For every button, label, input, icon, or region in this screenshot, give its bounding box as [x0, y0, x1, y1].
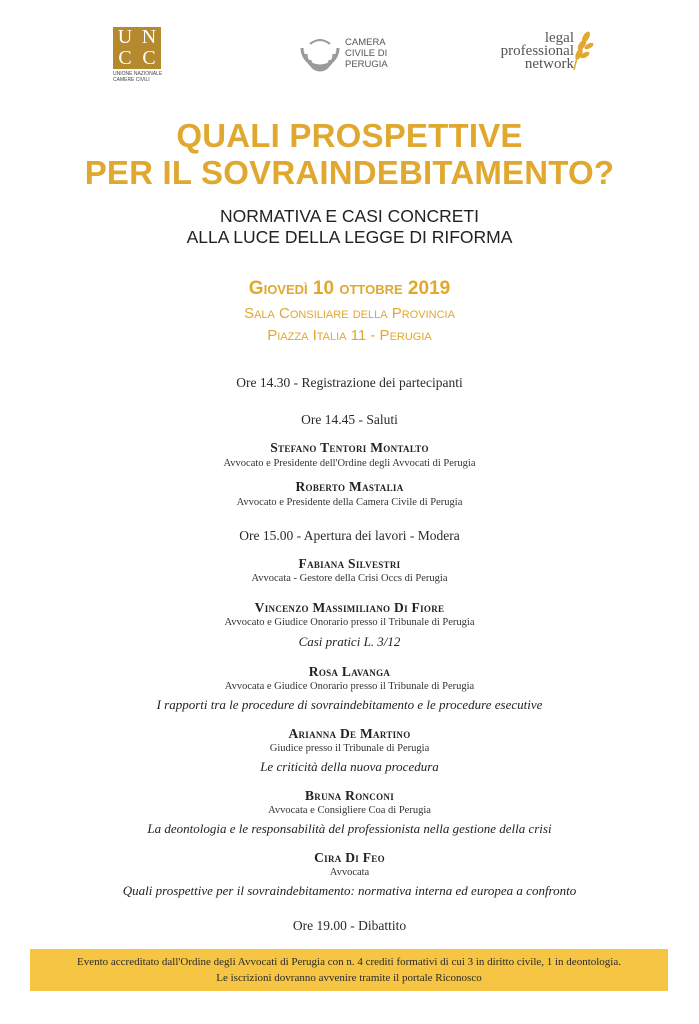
laurel-leaf-icon: [568, 28, 594, 72]
speaker-topic: Quali prospettive per il sovraindebitamento: normativa interna ed europea a confronto: [122, 883, 577, 898]
uncc-letter: C: [142, 47, 156, 69]
lpn-line3: network: [524, 56, 574, 72]
speaker-topic: Casi pratici L. 3/12: [298, 634, 401, 649]
speaker-name: Vincenzo Massimiliano Di Fiore: [254, 600, 445, 615]
speaker-role: Avvocata e Consigliere Coa di Perugia: [268, 805, 431, 816]
uncc-monogram: [113, 27, 161, 69]
registration-text: Le iscrizioni dovranno avvenire tramite il portale Riconosco: [216, 972, 482, 984]
accreditation-banner: [30, 949, 668, 991]
speaker-name: Roberto Mastalia: [295, 479, 404, 494]
ccp-line3: PERUGIA: [345, 59, 388, 70]
logo-bar: [0, 24, 699, 86]
uncc-letter: N: [141, 26, 157, 48]
uncc-letter: U: [117, 26, 133, 48]
event-title-line1: QUALI PROSPETTIVE: [176, 117, 523, 154]
speaker-name: Cira Di Feo: [314, 850, 385, 865]
event-subtitle-line2: ALLA LUCE DELLA LEGGE DI RIFORMA: [186, 227, 513, 247]
camera-civile-emblem-icon: [298, 34, 342, 74]
camera-civile-logo: [298, 34, 408, 78]
event-subtitle-line1: NORMATIVA E CASI CONCRETI: [220, 206, 479, 226]
event-date: Giovedì 10 ottobre 2019: [248, 278, 451, 299]
speaker-name: Stefano Tentori Montalto: [270, 440, 429, 455]
event-title-line2: PER IL SOVRAINDEBITAMENTO?: [84, 154, 615, 191]
schedule-opening: Ore 15.00 - Apertura dei lavori - Modera: [239, 528, 460, 543]
event-venue-line2: Piazza Italia 11 - Perugia: [267, 327, 432, 344]
ccp-line1: CAMERA: [345, 37, 386, 48]
event-venue-line1: Sala Consiliare della Provincia: [244, 305, 455, 322]
speaker-role: Avvocato e Presidente della Camera Civile di Perugia: [236, 497, 463, 508]
ccp-line2: CIVILE DI: [345, 48, 388, 59]
speaker-name: Rosa Lavanga: [308, 664, 391, 679]
uncc-subtitle: [113, 71, 163, 83]
speaker-role: Avvocata: [329, 867, 370, 878]
speaker-role: Avvocata - Gestore della Crisi Occs di Perugia: [251, 573, 448, 584]
speaker-role: Avvocato e Giudice Onorario presso il Tribunale di Perugia: [224, 617, 475, 628]
speaker-name: Arianna De Martino: [288, 726, 411, 741]
lpn-line1: legal: [544, 30, 574, 46]
uncc-logo: [113, 27, 163, 83]
speaker-name: Bruna Ronconi: [304, 788, 395, 803]
speaker-name: Fabiana Silvestri: [298, 556, 401, 571]
uncc-sub-line1: UNIONE NAZIONALE: [113, 71, 163, 77]
speaker-topic: I rapporti tra le procedure di sovraindebitamento e le procedure esecutive: [156, 697, 543, 712]
speaker-role: Avvocata e Giudice Onorario presso il Tribunale di Perugia: [224, 681, 475, 692]
uncc-sub-line2: CAMERE CIVILI: [113, 77, 150, 83]
uncc-letter: C: [118, 47, 132, 69]
speaker-topic: La deontologia e le responsabilità del professionista nella gestione della crisi: [147, 821, 552, 836]
schedule-registration: Ore 14.30 - Registrazione dei partecipanti: [236, 375, 463, 390]
camera-civile-text: [345, 37, 388, 70]
speaker-role: Avvocato e Presidente dell'Ordine degli Avvocati di Perugia: [223, 458, 476, 469]
lpn-line2: professional: [500, 43, 574, 59]
schedule-debate: Ore 19.00 - Dibattito: [292, 918, 407, 933]
lpn-text: [501, 32, 574, 71]
accreditation-text: Evento accreditato dall'Ordine degli Avvocati di Perugia con n. 4 crediti formativi di cui 3 in diritto civile, 1 in deontologia.: [77, 956, 621, 968]
speaker-topic: Le criticità della nuova procedura: [260, 759, 439, 774]
legal-professional-network-logo: [488, 28, 598, 78]
speaker-role: Giudice presso il Tribunale di Perugia: [269, 743, 430, 754]
schedule-greetings: Ore 14.45 - Saluti: [301, 412, 398, 427]
